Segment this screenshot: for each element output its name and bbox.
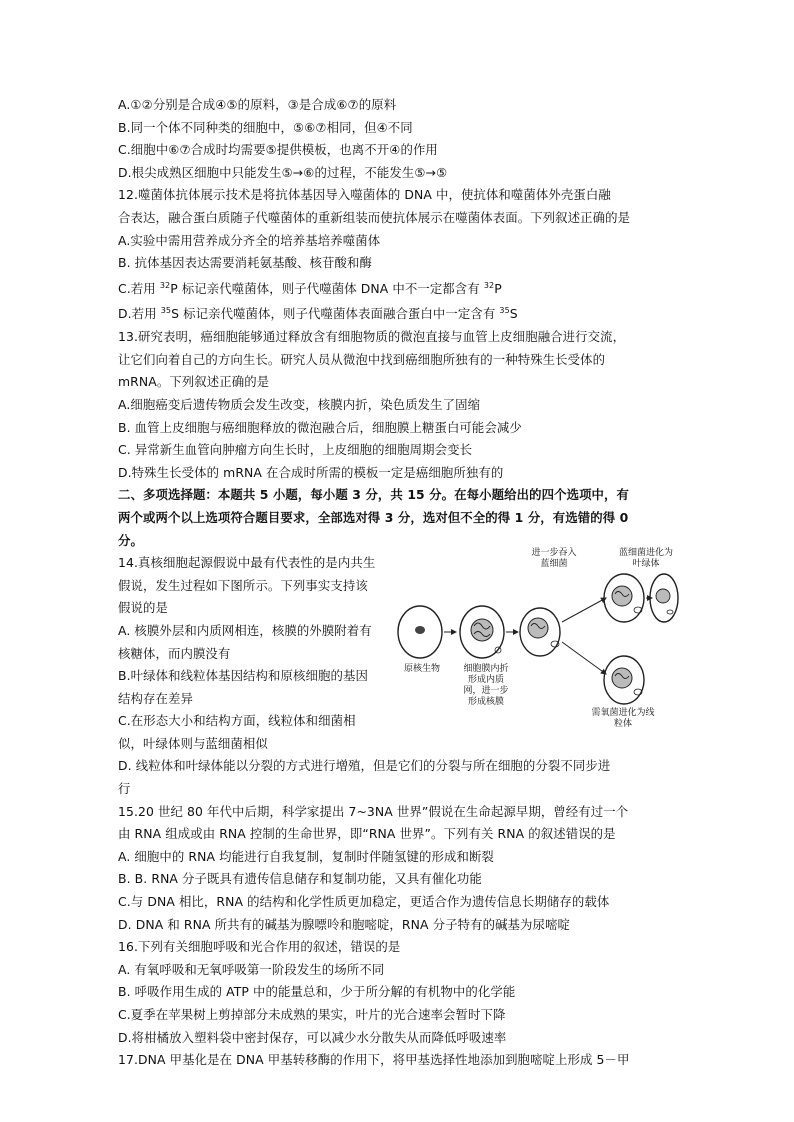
q12-d-sup1: 35 [160, 306, 172, 316]
q15-option-c: C.与 DNA 相比，RNA 的结构和化学性质更加稳定，更适合作为遗传信息长期储存的载体 [118, 894, 610, 910]
q13-stem-line3: mRNA。下列叙述正确的是 [118, 374, 270, 390]
q13-option-c: C. 异常新生血管向肿瘤方向生长时，上皮细胞的细胞周期会变长 [118, 442, 473, 458]
mitochondria-cell [604, 656, 644, 704]
q16-option-d: D.将柑橘放入塑料袋中密封保存，可以减少水分散失从而降低呼吸速率 [118, 1029, 507, 1045]
q14-option-a: A. 核膜外层和内质网相连，核膜的外膜附着有核糖体，而内膜没有 [118, 622, 372, 661]
q15-option-d: D. DNA 和 RNA 所共有的碱基为腺嘌呤和胞嘧啶，RNA 分子特有的碱基为尿嘧啶 [118, 916, 571, 932]
q12-c-sup2: 32 [483, 280, 495, 290]
q15-option-a: A. 细胞中的 RNA 均能进行自我复制，复制时伴随氢键的形成和断裂 [118, 848, 494, 864]
exam-page [118, 94, 684, 1072]
q12-d-sup2: 35 [499, 306, 510, 316]
q12-d-text3: S [509, 306, 518, 322]
q14-option-d-line2: 行 [118, 781, 131, 797]
q13-stem-line2: 让它们向着自己的方向生长。研究人员从微泡中找到癌细胞所独有的一种特殊生长受体的 [118, 351, 606, 367]
q12-c-sup1: 32 [159, 280, 171, 290]
q14-option-d-line1: D. 线粒体和叶绿体能以分裂的方式进行增殖，但是它们的分裂与所在细胞的分裂不同步进 [118, 758, 611, 774]
q14-block [118, 548, 684, 755]
q11-option-d: D.根尖成熟区细胞中只能发生⑤→⑥的过程，不能发生⑤→⑤ [118, 164, 448, 180]
q11-option-a: A.①②分别是合成④⑤的原料，③是合成⑥⑦的原料 [118, 97, 397, 112]
q13-stem-line1: 13.研究表明，癌细胞能够通过释放含有细胞物质的微泡直接与血管上皮细胞融合进行交流， [118, 329, 626, 345]
label-chloroplast: 蓝细菌进化为叶绿体 [618, 548, 673, 570]
q15-option-b: B. B. RNA 分子既具有遗传信息储存和复制功能，又具有催化功能 [118, 871, 482, 887]
q13-option-d: D.特殊生长受体的 mRNA 在合成时所需的模板一定是癌细胞所独有的 [118, 464, 504, 480]
label-mitochondria: 需氧菌进化为线粒体 [591, 708, 655, 730]
q14-option-c: C.在形态大小和结构方面，线粒体和细菌相似，叶绿体则与蓝细菌相似 [118, 713, 356, 751]
q12-d-text1: D.若用 [118, 306, 161, 322]
section2-heading-line1: 二、多项选择题：本题共 5 小题，每小题 3 分，共 15 分。在每小题给出的四个选项中，有 [118, 487, 630, 503]
q16-stem: 16.下列有关细胞呼吸和光合作用的叙述，错误的是 [118, 939, 401, 955]
q16-option-c: C.夏季在苹果树上剪掉部分未成熟的果实，叶片的光合速率会暂时下降 [118, 1007, 506, 1022]
q12-c-text2: P 标记亲代噬菌体，则子代噬菌体 DNA 中不一定都含有 [170, 280, 484, 296]
q12-stem-line2: 合表达，融合蛋白质随子代噬菌体的重新组装而使抗体展示在噬菌体表面。下列叙述正确的是 [118, 209, 631, 225]
q11-option-b: B.同一个体不同种类的细胞中，⑤⑥⑦相同，但④不同 [118, 119, 413, 135]
q12-option-a: A.实验中需用营养成分齐全的培养基培养噬菌体 [118, 232, 381, 248]
q12-stem-line1: 12.噬菌体抗体展示技术是将抗体基因导入噬菌体的 DNA 中，使抗体和噬菌体外壳蛋白融 [118, 187, 611, 203]
section2-heading-line3: 分。 [118, 532, 143, 548]
endosymbiosis-figure [380, 548, 680, 752]
cyanobacteria-cell [604, 574, 644, 622]
q14-option-b: B.叶绿体和线粒体基因结构和原核细胞的基因结构存在差异 [118, 668, 368, 706]
q12-option-b: B. 抗体基因表达需要消耗氨基酸、核苷酸和酶 [118, 255, 372, 271]
q15-stem-line1: 15.20 世纪 80 年代中后期，科学家提出 7~3NA 世界”假说在生命起源早期，曾经有过一个 [118, 803, 629, 819]
q13-option-a: A.细胞癌变后遗传物质会发生改变，核膜内折，染色质发生了固缩 [118, 396, 481, 412]
q12-c-text1: C.若用 [118, 280, 160, 296]
label-prokaryote: 原核生物 [403, 664, 440, 675]
q11-option-c: C.细胞中⑥⑦合成时均需要⑤提供模板，也离不开④的作用 [118, 142, 438, 158]
chloroplast-cell [650, 574, 678, 622]
prokaryote-cell [398, 606, 442, 658]
q16-option-a: A. 有氧呼吸和无氧呼吸第一阶段发生的场所不同 [118, 961, 385, 977]
infolding-cell [460, 606, 504, 658]
section2-heading-line2: 两个或两个以上选项符合题目要求，全部选对得 3 分，选对但不全的得 1 分，有选错的得 0 [118, 509, 629, 525]
q12-option-c [118, 275, 684, 301]
label-infolding: 细胞膜内折形成内质网，进一步形成核膜 [463, 664, 509, 708]
q12-option-d [118, 300, 684, 326]
label-engulf: 进一步吞入蓝细菌 [531, 548, 577, 570]
q12-c-text3: P [494, 280, 502, 296]
q17-stem: 17.DNA 甲基化是在 DNA 甲基转移酶的作用下，将甲基选择性地添加到胞嘧啶上形成 5－甲 [118, 1052, 630, 1068]
q14-text-column [118, 552, 380, 755]
q12-d-text2: S 标记亲代噬菌体，则子代噬菌体表面融合蛋白中一定含有 [171, 306, 500, 322]
engulfing-cell [520, 608, 560, 656]
q13-option-b: B. 血管上皮细胞与癌细胞释放的微泡融合后，细胞膜上糖蛋白可能会减少 [118, 419, 522, 435]
q14-stem: 14.真核细胞起源假说中最有代表性的是内共生假说，发生过程如下图所示。下列事实支持该假说的是 [118, 555, 376, 616]
q16-option-b: B. 呼吸作用生成的 ATP 中的能量总和，少于所分解的有机物中的化学能 [118, 984, 516, 1000]
q15-stem-line2: 由 RNA 组成或由 RNA 控制的生命世界，即“RNA 世界”。下列有关 RNA 的叙述错误的是 [118, 826, 616, 842]
